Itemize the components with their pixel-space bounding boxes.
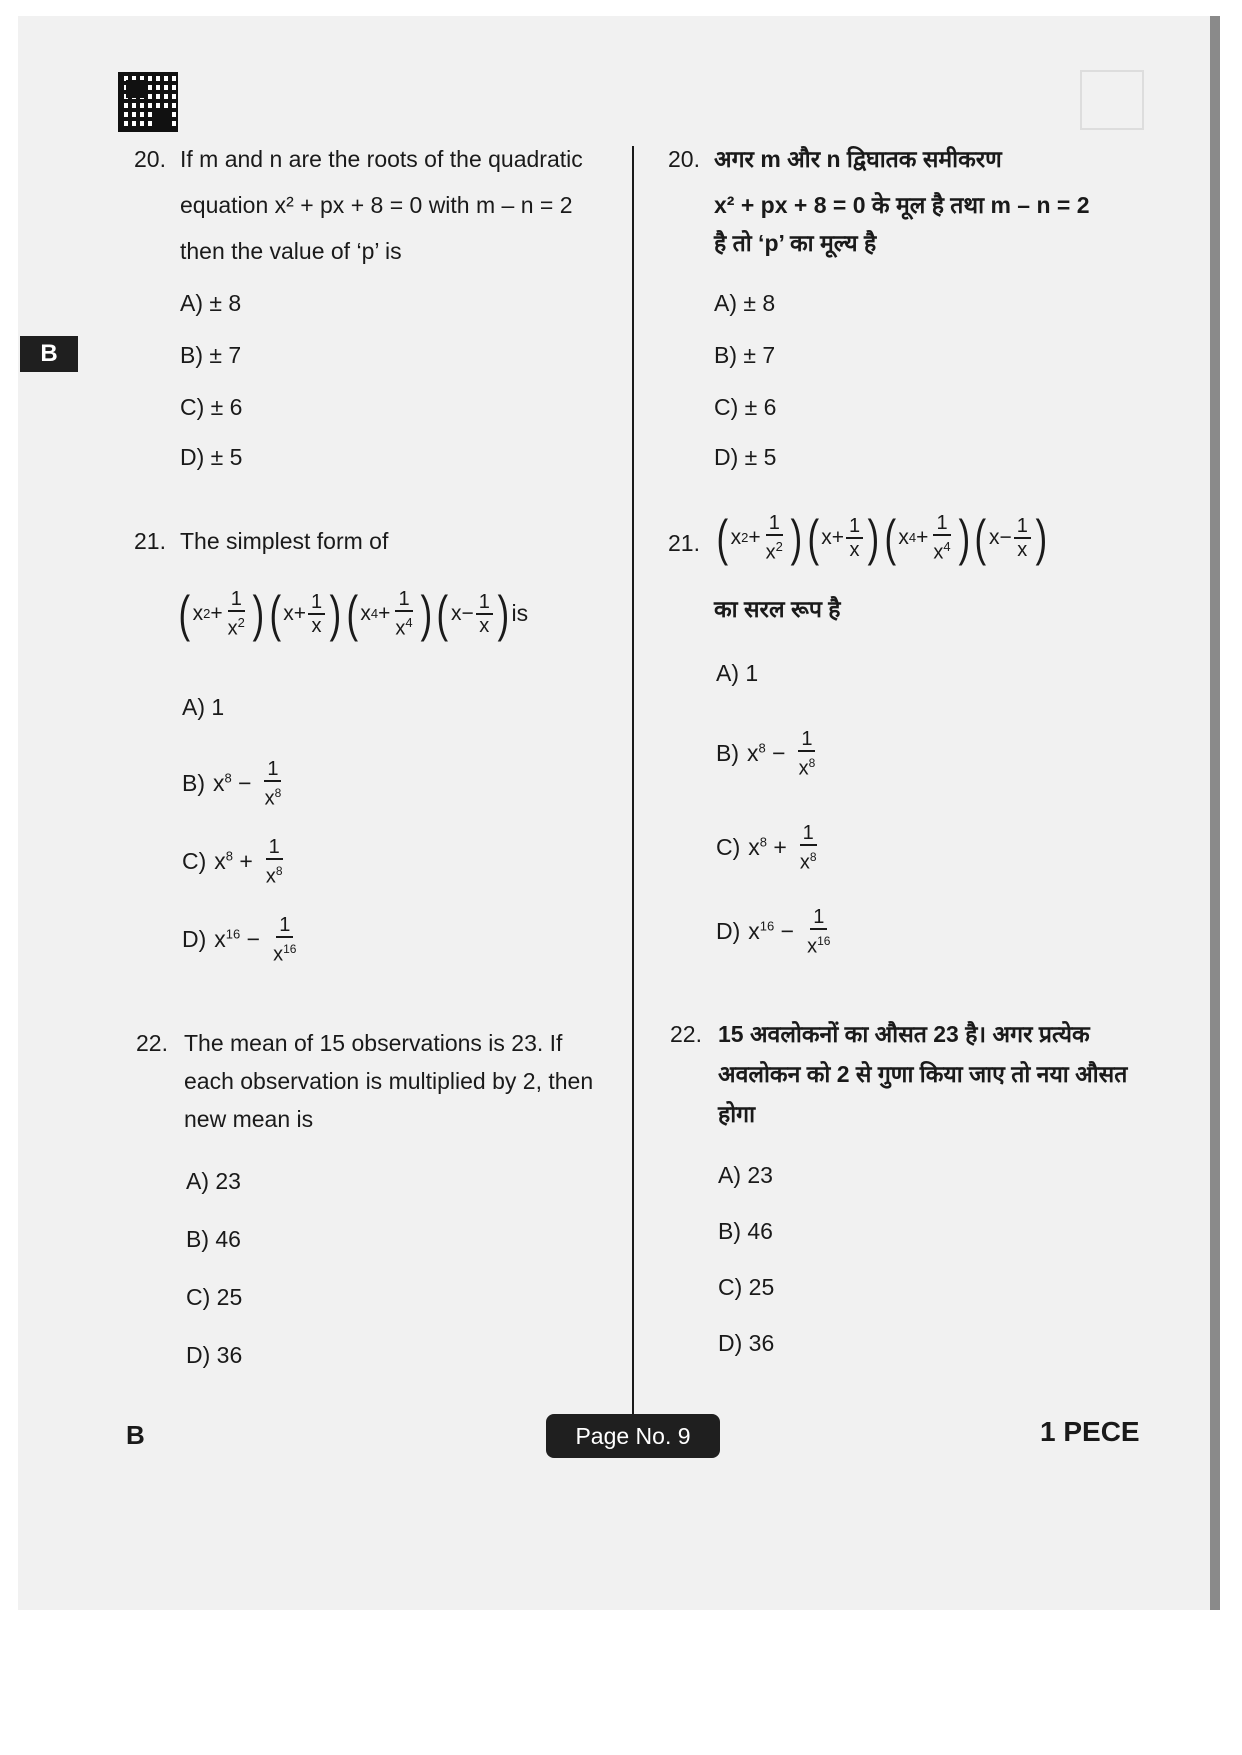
- question-text: then the value of ‘p’ is: [180, 238, 402, 264]
- option-d[interactable]: D) 36: [718, 1330, 775, 1356]
- question-text-hi: का सरल रूप है: [714, 596, 841, 622]
- option-c[interactable]: C) $x^8$ + $\frac{1}{x^8}$: [182, 836, 283, 888]
- option-c[interactable]: C) 25: [718, 1274, 775, 1300]
- option-d[interactable]: D) ± 5: [714, 444, 777, 470]
- math-expression: ( x 2 + $\frac{1}{x^2}$ ) ( x+ $\frac{1}{x}$ ) ( x 4 + $\frac{1}{x^4}$ ) ( x− $\frac{1}{x}$ ): [716, 509, 1048, 566]
- qr-code-icon: [120, 74, 176, 130]
- page-number-badge: Page No. 9: [546, 1414, 720, 1458]
- option-c[interactable]: C) 25: [186, 1284, 243, 1310]
- question-number: 20.: [668, 146, 700, 172]
- option-a[interactable]: A) 1: [182, 694, 225, 720]
- paper-code: 1 PECE: [1040, 1416, 1140, 1447]
- option-b[interactable]: B) 46: [186, 1226, 241, 1252]
- math-expression: ( x 2 + $\frac{1}{x^2}$ ) ( x+ $\frac{1}{x}$ ) ( x 4 + $\frac{1}{x^4}$ ) ( x− $\frac{1}{x}$ ) is: [178, 585, 529, 642]
- option-d[interactable]: D) ± 5: [180, 444, 243, 470]
- option-c[interactable]: C) $x^8$ + $\frac{1}{x^8}$: [716, 822, 817, 874]
- column-divider: [632, 146, 634, 1418]
- question-number: 20.: [134, 146, 166, 172]
- question-text: The mean of 15 observations is 23. If: [184, 1030, 563, 1056]
- option-d[interactable]: D) $x^{16}$ − $\frac{1}{x^{16}}$: [182, 914, 297, 966]
- question-text: If m and n are the roots of the quadratic: [180, 146, 583, 172]
- option-b[interactable]: B) ± 7: [714, 342, 776, 368]
- question-number: 21.: [134, 528, 166, 554]
- bleed-through-watermark: [1080, 70, 1144, 130]
- question-text: अगर m और n द्विघातक समीकरण: [714, 146, 1002, 172]
- question-text: new mean is: [184, 1106, 314, 1132]
- question-number: 22.: [136, 1030, 168, 1056]
- series-tag: B: [20, 336, 78, 372]
- question-number: 21.: [668, 530, 700, 556]
- question-text: होगा: [718, 1101, 756, 1127]
- footer-series: B: [126, 1420, 145, 1450]
- question-text: 15 अवलोकनों का औसत 23 है। अगर प्रत्येक: [718, 1021, 1090, 1047]
- option-a[interactable]: A) 1: [716, 660, 759, 686]
- question-text: x² + px + 8 = 0 के मूल है तथा m – n = 2: [714, 192, 1090, 218]
- option-a[interactable]: A) 23: [718, 1162, 773, 1188]
- option-a[interactable]: A) ± 8: [714, 290, 776, 316]
- option-a[interactable]: A) ± 8: [180, 290, 242, 316]
- question-text: each observation is multiplied by 2, then: [184, 1068, 594, 1094]
- question-text: है तो ‘p’ का मूल्य है: [714, 230, 877, 256]
- option-c[interactable]: C) ± 6: [714, 394, 777, 420]
- option-d[interactable]: D) 36: [186, 1342, 243, 1368]
- option-a[interactable]: A) 23: [186, 1168, 241, 1194]
- question-text: अवलोकन को 2 से गुणा किया जाए तो नया औसत: [718, 1061, 1128, 1087]
- question-text: equation x² + px + 8 = 0 with m – n = 2: [180, 192, 573, 218]
- question-text-tail: is: [511, 600, 529, 627]
- option-d[interactable]: D) $x^{16}$ − $\frac{1}{x^{16}}$: [716, 906, 831, 958]
- question-text: The simplest form of: [180, 528, 389, 554]
- option-b[interactable]: B) $x^8$ − $\frac{1}{x^8}$: [182, 758, 282, 810]
- option-b[interactable]: B) $x^8$ − $\frac{1}{x^8}$: [716, 728, 816, 780]
- option-b[interactable]: B) ± 7: [180, 342, 242, 368]
- option-c[interactable]: C) ± 6: [180, 394, 243, 420]
- question-number: 22.: [670, 1021, 702, 1047]
- option-b[interactable]: B) 46: [718, 1218, 773, 1244]
